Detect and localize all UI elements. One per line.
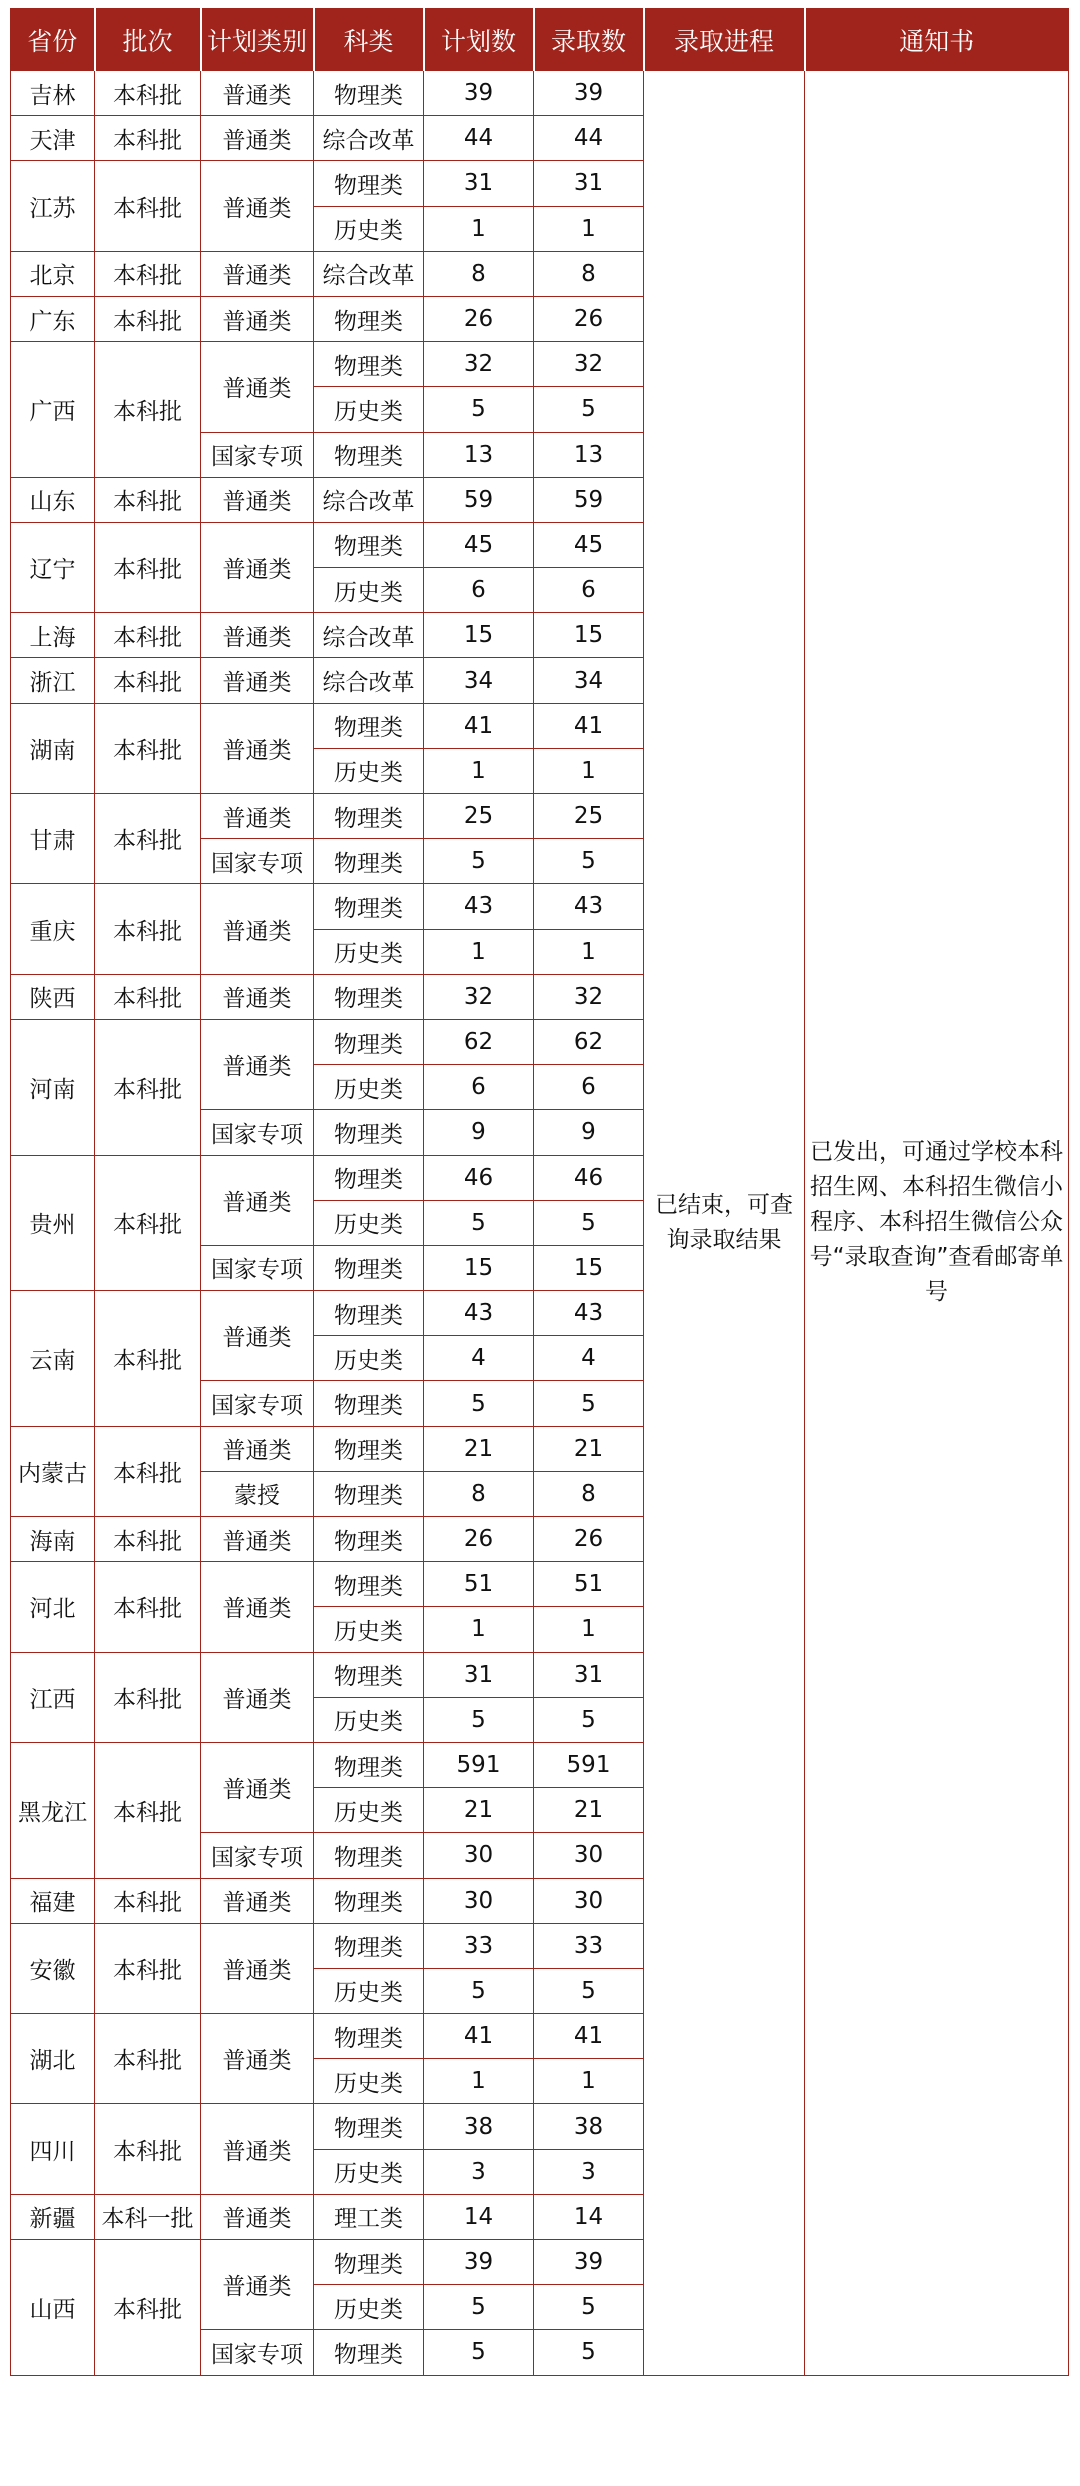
- plan-count-cell: 8: [424, 1471, 534, 1516]
- province-cell: 湖南: [11, 703, 95, 793]
- province-cell: 辽宁: [11, 522, 95, 612]
- admitted-count-cell: 51: [534, 1562, 644, 1607]
- header-province: 省份: [11, 9, 95, 71]
- admitted-count-cell: 1: [534, 929, 644, 974]
- plan-category-cell: 普通类: [201, 522, 314, 612]
- plan-count-cell: 1: [424, 2059, 534, 2104]
- batch-cell: 本科批: [95, 296, 201, 341]
- admitted-count-cell: 5: [534, 2330, 644, 2375]
- admitted-count-cell: 5: [534, 387, 644, 432]
- admitted-count-cell: 1: [534, 2059, 644, 2104]
- admitted-count-cell: 6: [534, 568, 644, 613]
- header-row: [11, 9, 1069, 71]
- province-cell: 福建: [11, 1878, 95, 1923]
- plan-count-cell: 32: [424, 974, 534, 1019]
- batch-cell: 本科批: [95, 1878, 201, 1923]
- plan-count-cell: 5: [424, 2285, 534, 2330]
- admitted-count-cell: 5: [534, 839, 644, 884]
- subject-cell: 综合改革: [314, 477, 424, 522]
- plan-category-cell: 国家专项: [201, 839, 314, 884]
- admitted-count-cell: 62: [534, 1019, 644, 1064]
- batch-cell: 本科批: [95, 116, 201, 161]
- province-cell: 甘肃: [11, 794, 95, 884]
- admitted-count-cell: 8: [534, 251, 644, 296]
- subject-cell: 物理类: [314, 1923, 424, 1968]
- subject-cell: 物理类: [314, 2104, 424, 2149]
- plan-count-cell: 41: [424, 2014, 534, 2059]
- batch-cell: 本科批: [95, 974, 201, 1019]
- plan-count-cell: 38: [424, 2104, 534, 2149]
- plan-category-cell: 普通类: [201, 116, 314, 161]
- province-cell: 山西: [11, 2240, 95, 2376]
- province-cell: 安徽: [11, 1923, 95, 2013]
- plan-category-cell: 普通类: [201, 2240, 314, 2330]
- province-cell: 吉林: [11, 71, 95, 116]
- plan-count-cell: 39: [424, 71, 534, 116]
- plan-category-cell: 国家专项: [201, 1110, 314, 1155]
- subject-cell: 物理类: [314, 71, 424, 116]
- province-cell: 广东: [11, 296, 95, 341]
- plan-category-cell: 蒙授: [201, 1471, 314, 1516]
- plan-category-cell: 普通类: [201, 71, 314, 116]
- progress-cell: 已结束，可查询录取结果: [644, 71, 805, 2376]
- admitted-count-cell: 43: [534, 1291, 644, 1336]
- admitted-count-cell: 25: [534, 794, 644, 839]
- admitted-count-cell: 14: [534, 2194, 644, 2239]
- subject-cell: 物理类: [314, 1878, 424, 1923]
- plan-count-cell: 13: [424, 432, 534, 477]
- plan-category-cell: 普通类: [201, 974, 314, 1019]
- province-cell: 浙江: [11, 658, 95, 703]
- province-cell: 江苏: [11, 161, 95, 251]
- header-plan-category: 计划类别: [201, 9, 314, 71]
- admitted-count-cell: 34: [534, 658, 644, 703]
- subject-cell: 理工类: [314, 2194, 424, 2239]
- plan-count-cell: 62: [424, 1019, 534, 1064]
- admitted-count-cell: 9: [534, 1110, 644, 1155]
- plan-count-cell: 26: [424, 296, 534, 341]
- plan-count-cell: 30: [424, 1833, 534, 1878]
- admitted-count-cell: 26: [534, 296, 644, 341]
- subject-cell: 历史类: [314, 1200, 424, 1245]
- plan-count-cell: 30: [424, 1878, 534, 1923]
- batch-cell: 本科批: [95, 2240, 201, 2376]
- province-cell: 河北: [11, 1562, 95, 1652]
- table-row: [11, 71, 1069, 116]
- admitted-count-cell: 1: [534, 206, 644, 251]
- province-cell: 新疆: [11, 2194, 95, 2239]
- subject-cell: 历史类: [314, 2059, 424, 2104]
- plan-category-cell: 普通类: [201, 1742, 314, 1832]
- admitted-count-cell: 5: [534, 1200, 644, 1245]
- province-cell: 天津: [11, 116, 95, 161]
- plan-category-cell: 普通类: [201, 1517, 314, 1562]
- admitted-count-cell: 1: [534, 1607, 644, 1652]
- subject-cell: 物理类: [314, 296, 424, 341]
- admitted-count-cell: 44: [534, 116, 644, 161]
- province-cell: 内蒙古: [11, 1426, 95, 1516]
- plan-count-cell: 5: [424, 1697, 534, 1742]
- subject-cell: 物理类: [314, 1426, 424, 1471]
- admitted-count-cell: 21: [534, 1426, 644, 1471]
- batch-cell: 本科批: [95, 884, 201, 974]
- subject-cell: 物理类: [314, 522, 424, 567]
- plan-category-cell: 普通类: [201, 1923, 314, 2013]
- subject-cell: 历史类: [314, 2285, 424, 2330]
- plan-count-cell: 44: [424, 116, 534, 161]
- subject-cell: 物理类: [314, 839, 424, 884]
- admitted-count-cell: 38: [534, 2104, 644, 2149]
- batch-cell: 本科批: [95, 658, 201, 703]
- admitted-count-cell: 32: [534, 974, 644, 1019]
- plan-count-cell: 26: [424, 1517, 534, 1562]
- subject-cell: 历史类: [314, 748, 424, 793]
- plan-category-cell: 普通类: [201, 477, 314, 522]
- plan-category-cell: 普通类: [201, 2104, 314, 2194]
- plan-count-cell: 43: [424, 1291, 534, 1336]
- subject-cell: 物理类: [314, 1833, 424, 1878]
- plan-category-cell: 普通类: [201, 2014, 314, 2104]
- admitted-count-cell: 41: [534, 2014, 644, 2059]
- subject-cell: 物理类: [314, 1517, 424, 1562]
- subject-cell: 综合改革: [314, 613, 424, 658]
- subject-cell: 物理类: [314, 1291, 424, 1336]
- admitted-count-cell: 31: [534, 1652, 644, 1697]
- plan-count-cell: 46: [424, 1155, 534, 1200]
- batch-cell: 本科批: [95, 1426, 201, 1516]
- province-cell: 北京: [11, 251, 95, 296]
- subject-cell: 历史类: [314, 387, 424, 432]
- admitted-count-cell: 13: [534, 432, 644, 477]
- batch-cell: 本科批: [95, 342, 201, 478]
- plan-count-cell: 5: [424, 1200, 534, 1245]
- plan-count-cell: 31: [424, 1652, 534, 1697]
- plan-count-cell: 6: [424, 568, 534, 613]
- subject-cell: 物理类: [314, 794, 424, 839]
- header-notice: 通知书: [805, 9, 1069, 71]
- header-batch: 批次: [95, 9, 201, 71]
- batch-cell: 本科批: [95, 2104, 201, 2194]
- plan-count-cell: 32: [424, 342, 534, 387]
- plan-count-cell: 31: [424, 161, 534, 206]
- plan-count-cell: 5: [424, 2330, 534, 2375]
- plan-count-cell: 5: [424, 839, 534, 884]
- plan-category-cell: 普通类: [201, 296, 314, 341]
- subject-cell: 物理类: [314, 1110, 424, 1155]
- batch-cell: 本科批: [95, 1517, 201, 1562]
- subject-cell: 物理类: [314, 1381, 424, 1426]
- batch-cell: 本科批: [95, 161, 201, 251]
- plan-count-cell: 5: [424, 1968, 534, 2013]
- subject-cell: 物理类: [314, 884, 424, 929]
- admitted-count-cell: 5: [534, 1968, 644, 2013]
- subject-cell: 历史类: [314, 929, 424, 974]
- province-cell: 山东: [11, 477, 95, 522]
- admission-table: [10, 8, 1069, 2376]
- plan-count-cell: 8: [424, 251, 534, 296]
- admitted-count-cell: 46: [534, 1155, 644, 1200]
- header-progress: 录取进程: [644, 9, 805, 71]
- plan-count-cell: 33: [424, 1923, 534, 1968]
- plan-category-cell: 普通类: [201, 703, 314, 793]
- plan-category-cell: 普通类: [201, 161, 314, 251]
- admitted-count-cell: 5: [534, 2285, 644, 2330]
- batch-cell: 本科批: [95, 522, 201, 612]
- subject-cell: 物理类: [314, 974, 424, 1019]
- admitted-count-cell: 33: [534, 1923, 644, 1968]
- batch-cell: 本科批: [95, 251, 201, 296]
- plan-category-cell: 国家专项: [201, 1833, 314, 1878]
- batch-cell: 本科批: [95, 1652, 201, 1742]
- admitted-count-cell: 6: [534, 1065, 644, 1110]
- plan-category-cell: 普通类: [201, 1426, 314, 1471]
- plan-category-cell: 国家专项: [201, 1245, 314, 1290]
- province-cell: 陕西: [11, 974, 95, 1019]
- province-cell: 海南: [11, 1517, 95, 1562]
- province-cell: 四川: [11, 2104, 95, 2194]
- subject-cell: 物理类: [314, 342, 424, 387]
- plan-count-cell: 15: [424, 613, 534, 658]
- subject-cell: 历史类: [314, 568, 424, 613]
- plan-count-cell: 15: [424, 1245, 534, 1290]
- subject-cell: 历史类: [314, 1336, 424, 1381]
- batch-cell: 本科批: [95, 1291, 201, 1427]
- plan-category-cell: 国家专项: [201, 432, 314, 477]
- subject-cell: 历史类: [314, 1065, 424, 1110]
- plan-count-cell: 1: [424, 748, 534, 793]
- admitted-count-cell: 4: [534, 1336, 644, 1381]
- plan-category-cell: 普通类: [201, 251, 314, 296]
- admitted-count-cell: 5: [534, 1381, 644, 1426]
- admitted-count-cell: 31: [534, 161, 644, 206]
- subject-cell: 物理类: [314, 1471, 424, 1516]
- admitted-count-cell: 39: [534, 2240, 644, 2285]
- province-cell: 江西: [11, 1652, 95, 1742]
- province-cell: 湖北: [11, 2014, 95, 2104]
- plan-count-cell: 25: [424, 794, 534, 839]
- plan-count-cell: 59: [424, 477, 534, 522]
- plan-count-cell: 1: [424, 206, 534, 251]
- admitted-count-cell: 39: [534, 71, 644, 116]
- batch-cell: 本科批: [95, 2014, 201, 2104]
- batch-cell: 本科批: [95, 71, 201, 116]
- header-subject: 科类: [314, 9, 424, 71]
- plan-count-cell: 45: [424, 522, 534, 567]
- admitted-count-cell: 43: [534, 884, 644, 929]
- plan-category-cell: 普通类: [201, 1291, 314, 1381]
- header-admitted-count: 录取数: [534, 9, 644, 71]
- plan-category-cell: 普通类: [201, 884, 314, 974]
- province-cell: 上海: [11, 613, 95, 658]
- province-cell: 云南: [11, 1291, 95, 1427]
- admitted-count-cell: 30: [534, 1833, 644, 1878]
- plan-count-cell: 39: [424, 2240, 534, 2285]
- plan-count-cell: 34: [424, 658, 534, 703]
- subject-cell: 物理类: [314, 703, 424, 748]
- subject-cell: 物理类: [314, 161, 424, 206]
- admitted-count-cell: 59: [534, 477, 644, 522]
- admitted-count-cell: 41: [534, 703, 644, 748]
- batch-cell: 本科批: [95, 1923, 201, 2013]
- batch-cell: 本科批: [95, 794, 201, 884]
- plan-category-cell: 普通类: [201, 613, 314, 658]
- admitted-count-cell: 32: [534, 342, 644, 387]
- subject-cell: 物理类: [314, 1245, 424, 1290]
- plan-category-cell: 普通类: [201, 1878, 314, 1923]
- plan-count-cell: 14: [424, 2194, 534, 2239]
- subject-cell: 综合改革: [314, 116, 424, 161]
- subject-cell: 历史类: [314, 2149, 424, 2194]
- subject-cell: 物理类: [314, 1562, 424, 1607]
- subject-cell: 综合改革: [314, 658, 424, 703]
- subject-cell: 物理类: [314, 2240, 424, 2285]
- plan-count-cell: 6: [424, 1065, 534, 1110]
- plan-category-cell: 国家专项: [201, 2330, 314, 2375]
- admitted-count-cell: 591: [534, 1742, 644, 1787]
- batch-cell: 本科批: [95, 613, 201, 658]
- subject-cell: 物理类: [314, 1742, 424, 1787]
- batch-cell: 本科批: [95, 703, 201, 793]
- subject-cell: 综合改革: [314, 251, 424, 296]
- plan-count-cell: 1: [424, 1607, 534, 1652]
- batch-cell: 本科批: [95, 1562, 201, 1652]
- subject-cell: 物理类: [314, 1019, 424, 1064]
- subject-cell: 物理类: [314, 1652, 424, 1697]
- subject-cell: 物理类: [314, 1155, 424, 1200]
- plan-category-cell: 普通类: [201, 1155, 314, 1245]
- plan-category-cell: 普通类: [201, 794, 314, 839]
- plan-count-cell: 4: [424, 1336, 534, 1381]
- plan-count-cell: 43: [424, 884, 534, 929]
- plan-count-cell: 5: [424, 387, 534, 432]
- plan-count-cell: 21: [424, 1426, 534, 1471]
- admitted-count-cell: 5: [534, 1697, 644, 1742]
- province-cell: 重庆: [11, 884, 95, 974]
- batch-cell: 本科批: [95, 1019, 201, 1155]
- plan-count-cell: 41: [424, 703, 534, 748]
- plan-count-cell: 21: [424, 1788, 534, 1833]
- admitted-count-cell: 8: [534, 1471, 644, 1516]
- batch-cell: 本科批: [95, 477, 201, 522]
- plan-count-cell: 3: [424, 2149, 534, 2194]
- subject-cell: 物理类: [314, 432, 424, 477]
- plan-category-cell: 普通类: [201, 342, 314, 432]
- plan-category-cell: 国家专项: [201, 1381, 314, 1426]
- admitted-count-cell: 15: [534, 1245, 644, 1290]
- subject-cell: 历史类: [314, 1607, 424, 1652]
- province-cell: 河南: [11, 1019, 95, 1155]
- province-cell: 贵州: [11, 1155, 95, 1291]
- plan-count-cell: 591: [424, 1742, 534, 1787]
- province-cell: 广西: [11, 342, 95, 478]
- province-cell: 黑龙江: [11, 1742, 95, 1878]
- batch-cell: 本科一批: [95, 2194, 201, 2239]
- subject-cell: 历史类: [314, 206, 424, 251]
- batch-cell: 本科批: [95, 1155, 201, 1291]
- subject-cell: 历史类: [314, 1968, 424, 2013]
- admitted-count-cell: 30: [534, 1878, 644, 1923]
- plan-count-cell: 1: [424, 929, 534, 974]
- subject-cell: 历史类: [314, 1697, 424, 1742]
- plan-category-cell: 普通类: [201, 2194, 314, 2239]
- admitted-count-cell: 45: [534, 522, 644, 567]
- subject-cell: 物理类: [314, 2330, 424, 2375]
- plan-count-cell: 5: [424, 1381, 534, 1426]
- admitted-count-cell: 26: [534, 1517, 644, 1562]
- plan-count-cell: 9: [424, 1110, 534, 1155]
- plan-category-cell: 普通类: [201, 658, 314, 703]
- admitted-count-cell: 21: [534, 1788, 644, 1833]
- plan-count-cell: 51: [424, 1562, 534, 1607]
- admitted-count-cell: 1: [534, 748, 644, 793]
- admitted-count-cell: 3: [534, 2149, 644, 2194]
- plan-category-cell: 普通类: [201, 1019, 314, 1109]
- plan-category-cell: 普通类: [201, 1562, 314, 1652]
- header-plan-count: 计划数: [424, 9, 534, 71]
- notice-cell: 已发出，可通过学校本科招生网、本科招生微信小程序、本科招生微信公众号“录取查询”查看邮寄单号: [805, 71, 1069, 2376]
- subject-cell: 历史类: [314, 1788, 424, 1833]
- admitted-count-cell: 15: [534, 613, 644, 658]
- batch-cell: 本科批: [95, 1742, 201, 1878]
- subject-cell: 物理类: [314, 2014, 424, 2059]
- plan-category-cell: 普通类: [201, 1652, 314, 1742]
